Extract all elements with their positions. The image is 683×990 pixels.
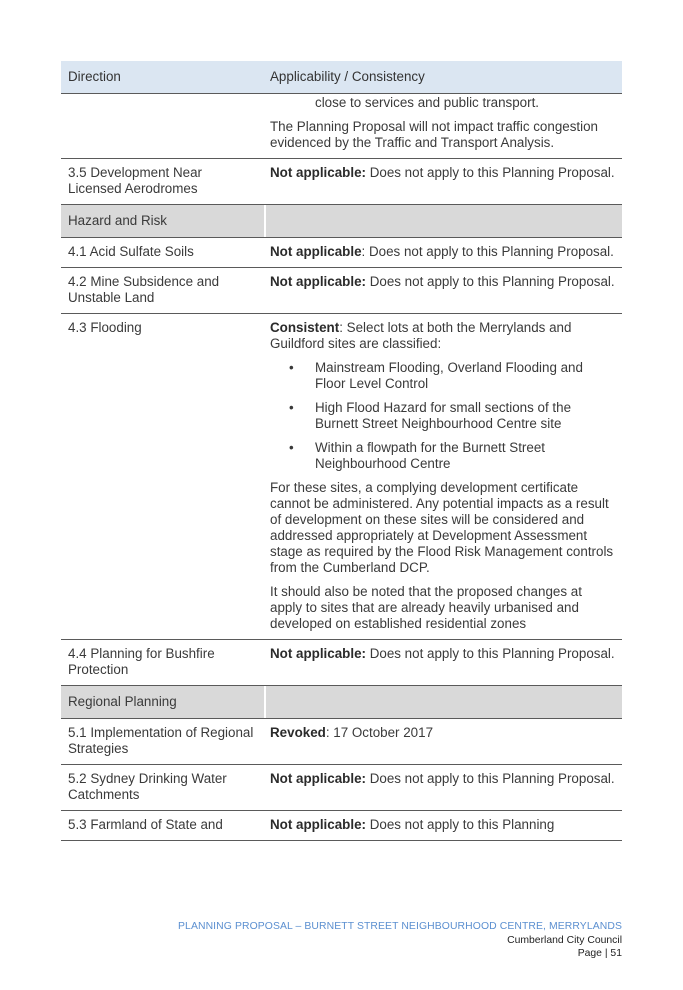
table-row (61, 314, 622, 640)
direction-cell: 4.2 Mine Subsidence and Unstable Land (68, 274, 220, 305)
bullet-text: Within a flowpath for the Burnett Street Neighbourhood Centre (315, 440, 545, 471)
bullet-icon: • (289, 360, 294, 375)
bullet-icon: • (289, 400, 294, 415)
direction-cell: 4.4 Planning for Bushfire Protection (68, 646, 215, 677)
direction-cell: 4.3 Flooding (68, 320, 142, 335)
status-label: Not applicable: (270, 646, 366, 661)
status-text: : 17 October 2017 (325, 725, 434, 740)
applicability-cell (264, 765, 622, 810)
applicability-cell (264, 811, 622, 840)
status-text: Does not apply to this Planning Proposal. (365, 771, 615, 786)
status-label: Not applicable: (270, 274, 366, 289)
footer-page-number: Page | 51 (577, 948, 622, 959)
table-row (61, 94, 622, 159)
status-text: Does not apply to this Planning (365, 817, 555, 832)
footer-council: Cumberland City Council (507, 934, 622, 946)
section-blank (264, 205, 622, 237)
direction-cell: 3.5 Development Near Licensed Aerodromes (68, 165, 202, 196)
applicability-cell (264, 719, 622, 764)
bullet-text: Mainstream Flooding, Overland Flooding and Floor Level Control (315, 360, 583, 391)
applicability-cell (264, 238, 622, 267)
section-row-regional (61, 686, 622, 719)
status-label: Not applicable: (270, 771, 366, 786)
applicability-cell (264, 94, 622, 158)
header-direction: Direction (61, 61, 264, 93)
table-row (61, 719, 622, 765)
applicability-cell (264, 159, 622, 204)
direction-cell: 5.1 Implementation of Regional Strategies (68, 725, 254, 756)
section-blank (264, 686, 622, 718)
consistency-table (61, 61, 622, 841)
direction-cell: 5.3 Farmland of State and (68, 817, 223, 832)
list-item (270, 360, 616, 392)
footer-document-title: PLANNING PROPOSAL – BURNETT STREET NEIGHBOURHOOD CENTRE, MERRYLANDS (178, 921, 622, 932)
section-title: Hazard and Risk (61, 205, 264, 237)
bullet-text: High Flood Hazard for small sections of the Burnett Street Neighbourhood Centre site (315, 400, 572, 431)
table-row (61, 159, 622, 205)
flooding-intro (270, 320, 616, 352)
section-title: Regional Planning (61, 686, 264, 718)
status-label: Not applicable (270, 244, 362, 259)
section-row-hazard (61, 205, 622, 238)
table-row (61, 268, 622, 314)
status-text: Does not apply to this Planning Proposal. (365, 274, 615, 289)
direction-cell (61, 94, 264, 158)
flooding-paragraph-1: For these sites, a complying development certificate cannot be administered. Any potential impacts as a result of development on these sites will be considered and addressed appropriately at Development Assessment stage as required by the Flood Risk Management controls from the Cumberland DCP. (270, 480, 614, 575)
table-row (61, 640, 622, 686)
status-text: : Does not apply to this Planning Proposal. (361, 244, 614, 259)
table-header-row (61, 61, 622, 94)
applicability-cell (264, 640, 622, 685)
applicability-cell (264, 268, 622, 313)
table-row (61, 765, 622, 811)
applicability-cell (264, 314, 622, 639)
list-item (270, 400, 616, 432)
table-row (61, 811, 622, 841)
continued-text: close to services and public transport. (315, 95, 540, 110)
list-item (270, 440, 616, 472)
status-text: : Select lots at both the Merrylands and Guildford sites are classified: (270, 320, 572, 351)
page-footer (178, 920, 622, 961)
header-applicability: Applicability / Consistency (264, 61, 622, 93)
traffic-text: The Planning Proposal will not impact traffic congestion evidenced by the Traffic and Transport Analysis. (270, 119, 598, 150)
flooding-paragraph-2: It should also be noted that the proposed changes at apply to sites that are already heavily urbanised and developed on established residential zones (270, 584, 582, 631)
direction-cell: 4.1 Acid Sulfate Soils (68, 244, 194, 259)
direction-cell: 5.2 Sydney Drinking Water Catchments (68, 771, 227, 802)
status-label: Revoked (270, 725, 326, 740)
status-label: Not applicable: (270, 817, 366, 832)
status-label: Consistent (270, 320, 340, 335)
table-row (61, 238, 622, 268)
flooding-bullet-list (270, 360, 616, 472)
bullet-icon: • (289, 440, 294, 455)
status-label: Not applicable: (270, 165, 366, 180)
status-text: Does not apply to this Planning Proposal. (365, 165, 615, 180)
status-text: Does not apply to this Planning Proposal. (365, 646, 615, 661)
